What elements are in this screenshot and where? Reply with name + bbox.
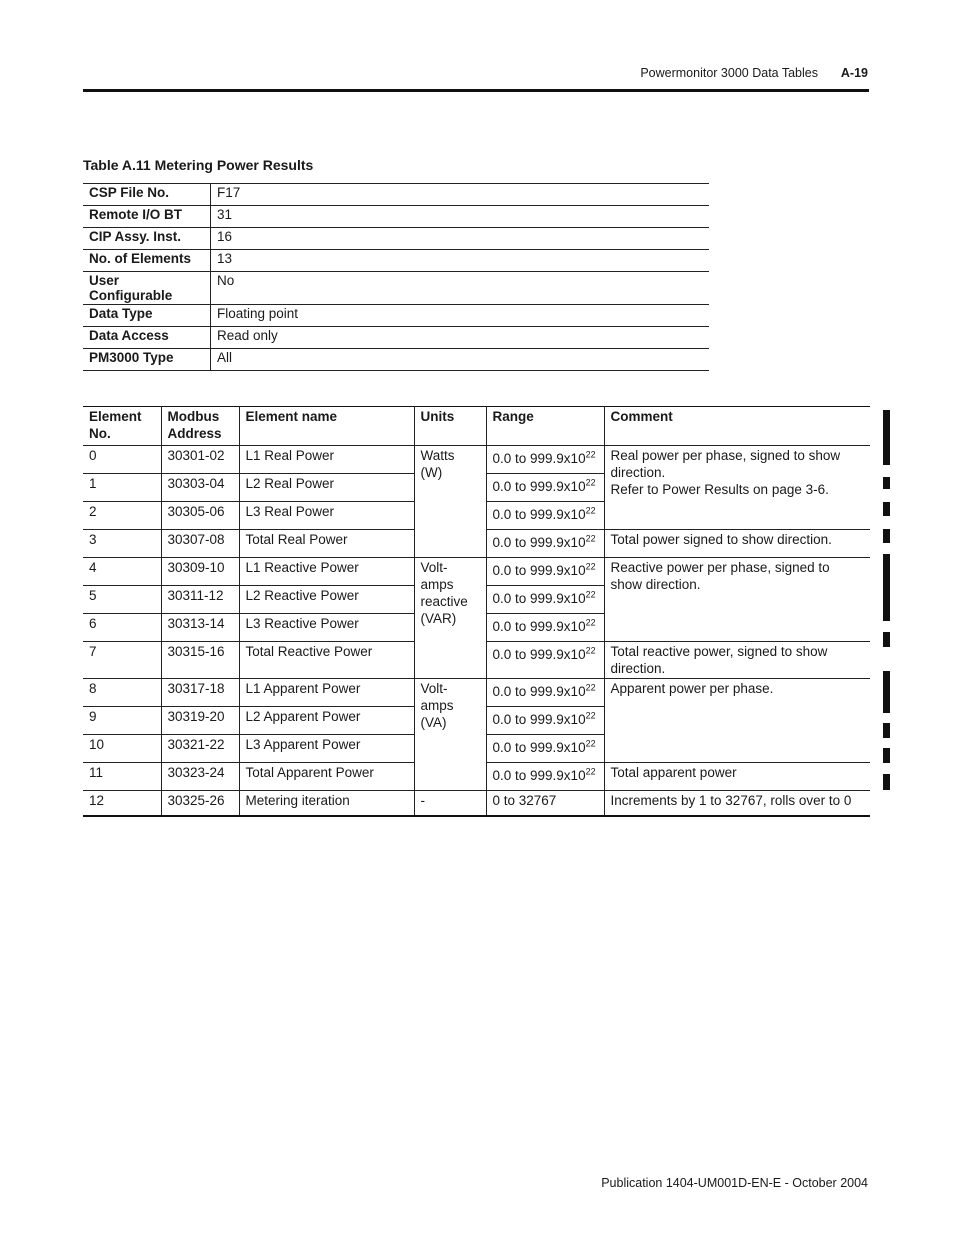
change-bar — [883, 477, 890, 489]
cell-modbus-address: 30313-14 — [161, 614, 239, 642]
property-row — [83, 206, 709, 228]
cell-comment: Total reactive power, signed to show direction. — [604, 642, 870, 679]
range-exponent: 22 — [585, 710, 596, 721]
range-text: 0.0 to 999.9x10 — [492, 647, 586, 662]
table-row — [83, 558, 870, 586]
cell-units: Watts (W) — [414, 446, 486, 558]
change-bar — [883, 748, 890, 763]
cell-range — [486, 642, 604, 679]
property-value: F17 — [211, 184, 710, 206]
col-header-range: Range — [486, 407, 604, 446]
cell-element-no: 10 — [83, 735, 161, 763]
property-row — [83, 349, 709, 371]
cell-element-no: 3 — [83, 530, 161, 558]
cell-element-no: 2 — [83, 502, 161, 530]
cell-element-no: 7 — [83, 642, 161, 679]
property-row — [83, 305, 709, 327]
cell-range — [486, 586, 604, 614]
cell-units: Volt-amps reactive (VAR) — [414, 558, 486, 679]
property-value: Read only — [211, 327, 710, 349]
property-value: 13 — [211, 250, 710, 272]
change-bar — [883, 723, 890, 738]
range-text: 0.0 to 999.9x10 — [492, 684, 586, 699]
table-header-row — [83, 407, 870, 446]
property-key: No. of Elements — [83, 250, 211, 272]
change-bar — [883, 632, 890, 647]
cell-element-name: L1 Real Power — [239, 446, 414, 474]
cell-comment: Total apparent power — [604, 763, 870, 791]
table-caption: Table A.11 Metering Power Results — [83, 157, 314, 173]
cell-element-name: Total Apparent Power — [239, 763, 414, 791]
property-value: 31 — [211, 206, 710, 228]
property-key: Data Type — [83, 305, 211, 327]
cell-range — [486, 679, 604, 707]
col-header-comment: Comment — [604, 407, 870, 446]
property-row — [83, 250, 709, 272]
range-exponent: 22 — [585, 738, 596, 749]
property-key: CSP File No. — [83, 184, 211, 206]
property-value: No — [211, 272, 710, 305]
range-text: 0.0 to 999.9x10 — [492, 768, 586, 783]
range-text: 0.0 to 999.9x10 — [492, 712, 586, 727]
cell-element-name: L3 Apparent Power — [239, 735, 414, 763]
range-exponent: 22 — [585, 477, 596, 488]
range-exponent: 22 — [585, 617, 596, 628]
cell-element-name: L3 Reactive Power — [239, 614, 414, 642]
cell-comment: Apparent power per phase. — [604, 679, 870, 763]
table-row — [83, 446, 870, 474]
cell-element-name: Total Reactive Power — [239, 642, 414, 679]
cell-element-name: L1 Apparent Power — [239, 679, 414, 707]
cell-element-no: 4 — [83, 558, 161, 586]
cell-element-name: L2 Reactive Power — [239, 586, 414, 614]
change-bar — [883, 529, 890, 543]
cell-element-name: Total Real Power — [239, 530, 414, 558]
cell-comment: Increments by 1 to 32767, rolls over to 0 — [604, 791, 870, 817]
cell-modbus-address: 30309-10 — [161, 558, 239, 586]
change-bar — [883, 774, 890, 790]
range-text: 0.0 to 999.9x10 — [492, 479, 586, 494]
cell-element-no: 5 — [83, 586, 161, 614]
range-exponent: 22 — [585, 645, 596, 656]
cell-element-no: 0 — [83, 446, 161, 474]
change-bar — [883, 410, 890, 465]
range-text: 0.0 to 999.9x10 — [492, 740, 586, 755]
cell-element-name: L3 Real Power — [239, 502, 414, 530]
property-key: CIP Assy. Inst. — [83, 228, 211, 250]
col-header-units: Units — [414, 407, 486, 446]
cell-element-no: 1 — [83, 474, 161, 502]
range-text: 0.0 to 999.9x10 — [492, 563, 586, 578]
cell-modbus-address: 30301-02 — [161, 446, 239, 474]
cell-modbus-address: 30325-26 — [161, 791, 239, 817]
cell-units: Volt-amps (VA) — [414, 679, 486, 791]
cell-comment — [604, 446, 870, 530]
property-row — [83, 327, 709, 349]
comment-text: Refer to Power Results on page 3-6. — [610, 482, 829, 497]
property-value: Floating point — [211, 305, 710, 327]
page-header-section-title: Powermonitor 3000 Data Tables — [640, 66, 818, 80]
range-exponent: 22 — [585, 589, 596, 600]
range-exponent: 22 — [585, 533, 596, 544]
range-text: 0.0 to 999.9x10 — [492, 507, 586, 522]
cell-range — [486, 474, 604, 502]
cell-range — [486, 735, 604, 763]
cell-modbus-address: 30311-12 — [161, 586, 239, 614]
cell-element-name: L1 Reactive Power — [239, 558, 414, 586]
cell-element-no: 12 — [83, 791, 161, 817]
cell-modbus-address: 30317-18 — [161, 679, 239, 707]
cell-modbus-address: 30321-22 — [161, 735, 239, 763]
property-value: All — [211, 349, 710, 371]
cell-units: - — [414, 791, 486, 817]
table-row — [83, 679, 870, 707]
cell-element-no: 9 — [83, 707, 161, 735]
cell-element-name: L2 Real Power — [239, 474, 414, 502]
col-header-element-no: Element No. — [83, 407, 161, 446]
cell-modbus-address: 30315-16 — [161, 642, 239, 679]
cell-range — [486, 763, 604, 791]
properties-table — [83, 183, 709, 371]
cell-element-name: L2 Apparent Power — [239, 707, 414, 735]
range-exponent: 22 — [585, 682, 596, 693]
range-exponent: 22 — [585, 505, 596, 516]
property-key: Data Access — [83, 327, 211, 349]
property-key: PM3000 Type — [83, 349, 211, 371]
property-value: 16 — [211, 228, 710, 250]
property-key: Remote I/O BT — [83, 206, 211, 228]
cell-range — [486, 707, 604, 735]
col-header-modbus-address: Modbus Address — [161, 407, 239, 446]
cell-range — [486, 502, 604, 530]
cell-element-name: Metering iteration — [239, 791, 414, 817]
property-row — [83, 184, 709, 206]
cell-comment: Total power signed to show direction. — [604, 530, 870, 558]
cell-element-no: 6 — [83, 614, 161, 642]
property-row — [83, 272, 709, 305]
change-bar — [883, 502, 890, 516]
range-text: 0.0 to 999.9x10 — [492, 591, 586, 606]
header-rule — [83, 89, 869, 92]
page-number: A-19 — [840, 66, 868, 80]
cell-modbus-address: 30319-20 — [161, 707, 239, 735]
cell-range — [486, 614, 604, 642]
change-bar — [883, 554, 890, 621]
range-text: 0.0 to 999.9x10 — [492, 451, 586, 466]
col-header-element-name: Element name — [239, 407, 414, 446]
cell-range — [486, 530, 604, 558]
cell-modbus-address: 30305-06 — [161, 502, 239, 530]
cell-range — [486, 558, 604, 586]
cell-element-no: 11 — [83, 763, 161, 791]
range-exponent: 22 — [585, 561, 596, 572]
table-row — [83, 791, 870, 817]
range-exponent: 22 — [585, 766, 596, 777]
range-text: 0.0 to 999.9x10 — [492, 535, 586, 550]
comment-text: Real power per phase, signed to show direction. — [610, 448, 841, 480]
cell-element-no: 8 — [83, 679, 161, 707]
cell-modbus-address: 30323-24 — [161, 763, 239, 791]
page-footer: Publication 1404-UM001D-EN-E - October 2004 — [601, 1176, 868, 1190]
cell-modbus-address: 30307-08 — [161, 530, 239, 558]
range-text: 0.0 to 999.9x10 — [492, 619, 586, 634]
property-key: User Configurable — [83, 272, 211, 305]
elements-table — [83, 406, 870, 817]
change-bar — [883, 671, 890, 713]
cell-modbus-address: 30303-04 — [161, 474, 239, 502]
range-exponent: 22 — [585, 449, 596, 460]
cell-range: 0 to 32767 — [486, 791, 604, 817]
cell-range — [486, 446, 604, 474]
cell-comment: Reactive power per phase, signed to show direction. — [604, 558, 870, 642]
property-row — [83, 228, 709, 250]
